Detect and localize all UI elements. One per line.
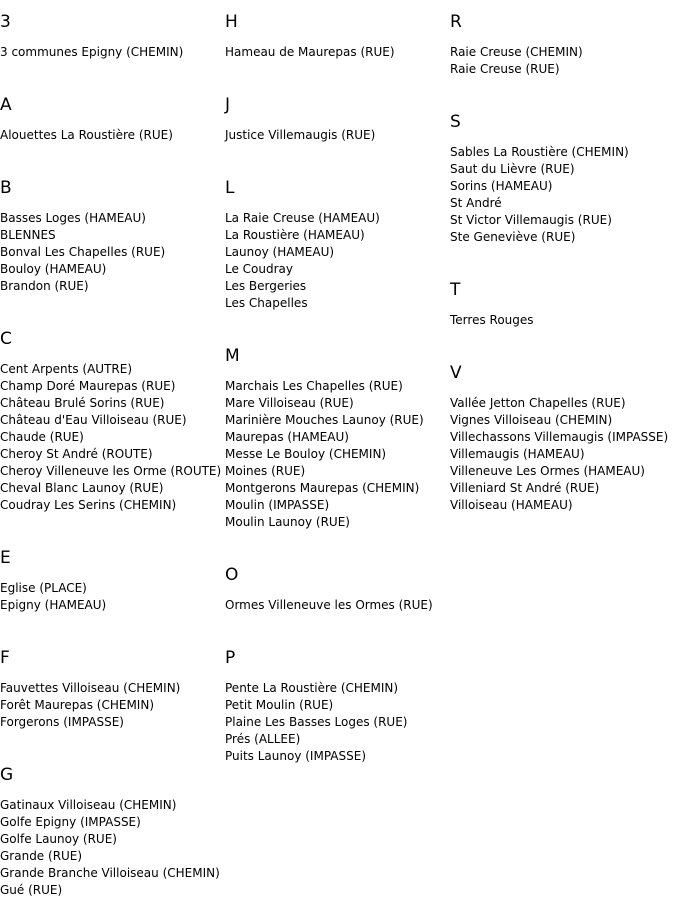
street-entry: Epigny (HAMEAU) <box>0 598 107 612</box>
street-entry: La Raie Creuse (HAMEAU) <box>225 211 380 225</box>
letter-section <box>225 166 449 334</box>
street-entry: Château Brulé Sorins (RUE) <box>0 396 165 410</box>
section-letter-heading: C <box>0 329 12 349</box>
street-list <box>225 115 449 166</box>
street-entry: Marchais Les Chapelles (RUE) <box>225 379 403 393</box>
street-entry: Terres Rouges <box>450 313 534 327</box>
street-entry: Gué (RUE) <box>0 883 63 897</box>
street-entry: Forgerons (IMPASSE) <box>0 715 124 729</box>
street-entry: Grande Branche Villoiseau (CHEMIN) <box>0 866 220 880</box>
letter-section <box>225 636 449 787</box>
street-entry: Marinière Mouches Launoy (RUE) <box>225 413 424 427</box>
section-letter-heading: S <box>450 112 461 132</box>
street-entry: Golfe Launoy (RUE) <box>0 832 117 846</box>
street-entry: Prés (ALLEE) <box>225 732 301 746</box>
street-entry: Justice Villemaugis (RUE) <box>225 128 376 142</box>
section-letter-heading: J <box>225 95 231 115</box>
letter-section <box>0 0 224 83</box>
letter-section <box>450 268 675 351</box>
section-letter-heading: R <box>450 12 462 32</box>
street-entry: Moulin Launoy (RUE) <box>225 515 350 529</box>
street-entry: Moines (RUE) <box>225 464 306 478</box>
section-letter-heading: M <box>225 346 240 366</box>
letter-section <box>0 83 224 166</box>
street-entry: Hameau de Maurepas (RUE) <box>225 45 395 59</box>
street-entry: Puits Launoy (IMPASSE) <box>225 749 366 763</box>
street-entry: Raie Creuse (RUE) <box>450 62 560 76</box>
street-entry: Cheroy Villeneuve les Orme (ROUTE) <box>0 464 222 478</box>
street-entry: Villeneuve Les Ormes (HAMEAU) <box>450 464 645 478</box>
street-entry: Sorins (HAMEAU) <box>450 179 553 193</box>
index-column-3 <box>450 0 675 536</box>
street-list <box>225 585 449 636</box>
section-letter-heading: T <box>450 280 461 300</box>
index-column-1 <box>0 0 224 921</box>
letter-section <box>225 334 449 553</box>
street-entry: Vignes Villoiseau (CHEMIN) <box>450 413 613 427</box>
street-entry: Launoy (HAMEAU) <box>225 245 335 259</box>
street-entry: Bonval Les Chapelles (RUE) <box>0 245 166 259</box>
section-letter-heading: O <box>225 565 239 585</box>
street-entry: Saut du Lièvre (RUE) <box>450 162 575 176</box>
street-entry: Pente La Roustière (CHEMIN) <box>225 681 399 695</box>
street-entry: Ormes Villeneuve les Ormes (RUE) <box>225 598 433 612</box>
street-entry: Chaude (RUE) <box>0 430 84 444</box>
street-list <box>450 132 675 268</box>
street-list <box>450 300 675 351</box>
street-list <box>0 32 224 83</box>
street-entry: Basses Loges (HAMEAU) <box>0 211 146 225</box>
section-letter-heading: 3 <box>0 12 11 32</box>
street-list <box>225 198 449 334</box>
street-entry: Cent Arpents (AUTRE) <box>0 362 133 376</box>
street-list <box>450 32 675 100</box>
street-entry: Champ Doré Maurepas (RUE) <box>0 379 176 393</box>
section-letter-heading: G <box>0 765 14 785</box>
letter-section <box>450 100 675 268</box>
street-entry: Moulin (IMPASSE) <box>225 498 330 512</box>
street-list <box>0 785 224 921</box>
letter-section <box>225 83 449 166</box>
street-entry: Villechassons Villemaugis (IMPASSE) <box>450 430 669 444</box>
street-entry: Cheroy St André (ROUTE) <box>0 447 153 461</box>
letter-section <box>0 753 224 921</box>
street-entry: Grande (RUE) <box>0 849 83 863</box>
street-entry: 3 communes Epigny (CHEMIN) <box>0 45 184 59</box>
street-list <box>225 366 449 553</box>
street-entry: Villoiseau (HAMEAU) <box>450 498 573 512</box>
street-entry: Vallée Jetton Chapelles (RUE) <box>450 396 626 410</box>
street-entry: Ste Geneviève (RUE) <box>450 230 576 244</box>
street-entry: Villeniard St André (RUE) <box>450 481 600 495</box>
section-letter-heading: F <box>0 648 10 668</box>
street-entry: Eglise (PLACE) <box>0 581 87 595</box>
street-list <box>0 668 224 753</box>
street-entry: Raie Creuse (CHEMIN) <box>450 45 583 59</box>
street-entry: Alouettes La Roustière (RUE) <box>0 128 173 142</box>
street-entry: St André <box>450 196 502 210</box>
street-list <box>0 198 224 317</box>
letter-section <box>0 317 224 536</box>
street-entry: Fauvettes Villoiseau (CHEMIN) <box>0 681 181 695</box>
street-entry: Villemaugis (HAMEAU) <box>450 447 585 461</box>
letter-section <box>450 351 675 536</box>
street-entry: Petit Moulin (RUE) <box>225 698 334 712</box>
street-list <box>0 349 224 536</box>
letter-section <box>225 0 449 83</box>
letter-section <box>0 636 224 753</box>
street-entry: BLENNES <box>0 228 56 242</box>
street-list <box>225 668 449 787</box>
street-entry: Les Bergeries <box>225 279 307 293</box>
street-entry: Plaine Les Basses Loges (RUE) <box>225 715 408 729</box>
street-list <box>450 383 675 536</box>
street-list <box>225 32 449 83</box>
street-entry: Maurepas (HAMEAU) <box>225 430 349 444</box>
street-entry: Golfe Epigny (IMPASSE) <box>0 815 141 829</box>
street-entry: Forêt Maurepas (CHEMIN) <box>0 698 155 712</box>
street-entry: La Roustière (HAMEAU) <box>225 228 365 242</box>
section-letter-heading: A <box>0 95 12 115</box>
street-list <box>0 568 224 636</box>
section-letter-heading: L <box>225 178 235 198</box>
street-entry: Château d'Eau Villoiseau (RUE) <box>0 413 187 427</box>
section-letter-heading: P <box>225 648 236 668</box>
section-letter-heading: H <box>225 12 238 32</box>
street-entry: Les Chapelles <box>225 296 308 310</box>
street-entry: Mare Villoiseau (RUE) <box>225 396 354 410</box>
letter-section <box>0 536 224 636</box>
street-entry: Bouloy (HAMEAU) <box>0 262 107 276</box>
street-entry: Brandon (RUE) <box>0 279 89 293</box>
street-entry: Gatinaux Villoiseau (CHEMIN) <box>0 798 177 812</box>
street-entry: Coudray Les Serins (CHEMIN) <box>0 498 177 512</box>
street-entry: Cheval Blanc Launoy (RUE) <box>0 481 164 495</box>
section-letter-heading: B <box>0 178 12 198</box>
section-letter-heading: E <box>0 548 11 568</box>
street-entry: Montgerons Maurepas (CHEMIN) <box>225 481 420 495</box>
street-entry: Le Coudray <box>225 262 294 276</box>
letter-section <box>225 553 449 636</box>
street-entry: Messe Le Bouloy (CHEMIN) <box>225 447 387 461</box>
street-list <box>0 115 224 166</box>
letter-section <box>0 166 224 317</box>
street-entry: St Victor Villemaugis (RUE) <box>450 213 612 227</box>
letter-section <box>450 0 675 100</box>
index-column-2 <box>225 0 449 787</box>
street-entry: Sables La Roustière (CHEMIN) <box>450 145 629 159</box>
section-letter-heading: V <box>450 363 462 383</box>
